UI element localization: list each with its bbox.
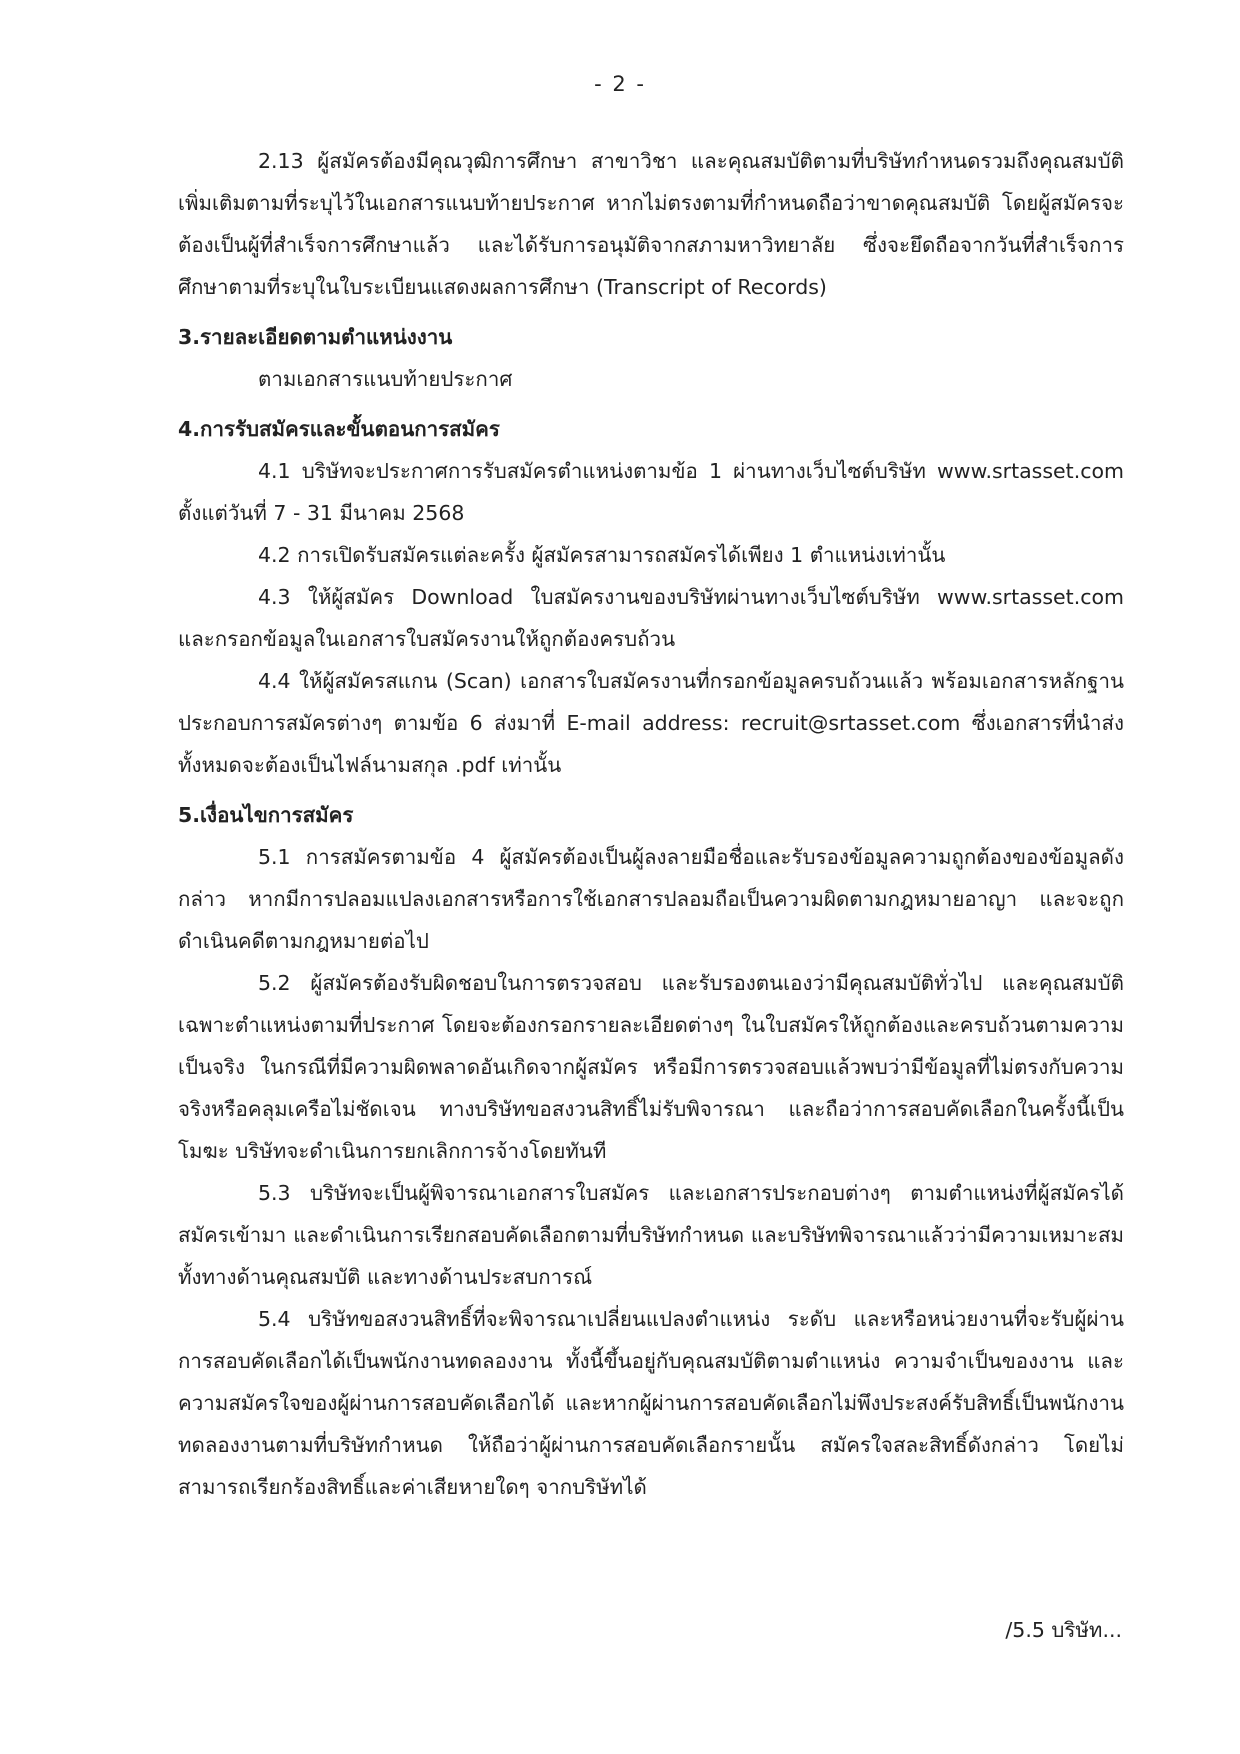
document-body <box>178 140 1124 1508</box>
clause-4-3: 4.3 ให้ผู้สมัคร Download ใบสมัครงานของบริษัทผ่านทางเว็บไซต์บริษัท www.srtasset.com และกรอกข้อมูลในเอกสารใบสมัครงานให้ถูกต้องครบถ้วน <box>178 585 1124 651</box>
clause-4-4: 4.4 ให้ผู้สมัครสแกน (Scan) เอกสารใบสมัครงานที่กรอกข้อมูลครบถ้วนแล้ว พร้อมเอกสารหลักฐานประกอบการสมัครต่างๆ ตามข้อ 6 ส่งมาที่ E-mail address: recruit@srtasset.com ซึ่งเอกสารที่นำส่งทั้งหมดจะต้องเป็นไฟล์นามสกุล .pdf เท่านั้น <box>178 669 1124 777</box>
clause-2-13: 2.13 ผู้สมัครต้องมีคุณวุฒิการศึกษา สาขาวิชา และคุณสมบัติตามที่บริษัทกำหนดรวมถึงคุณสมบัติเพิ่มเติมตามที่ระบุไว้ในเอกสารแนบท้ายประกาศ หากไม่ตรงตามที่กำหนดถือว่าขาดคุณสมบัติ โดยผู้สมัครจะต้องเป็นผู้ที่สำเร็จการศึกษาแล้ว และได้รับการอนุมัติจากสภามหาวิทยาลัย ซึ่งจะยึดถือจากวันที่สำเร็จการศึกษาตามที่ระบุในใบระเบียนแสดงผลการศึกษา (Transcript of Records) <box>178 149 1124 299</box>
clause-4-2: 4.2 การเปิดรับสมัครแต่ละครั้ง ผู้สมัครสามารถสมัครได้เพียง 1 ตำแหน่งเท่านั้น <box>258 543 946 567</box>
section-3-body: ตามเอกสารแนบท้ายประกาศ <box>258 367 513 391</box>
heading-section-3: 3.รายละเอียดตามตำแหน่งงาน <box>178 325 453 349</box>
clause-4-1: 4.1 บริษัทจะประกาศการรับสมัครตำแหน่งตามข้อ 1 ผ่านทางเว็บไซต์บริษัท www.srtasset.com ตั้งแต่วันที่ 7 - 31 มีนาคม 2568 <box>178 459 1124 525</box>
clause-5-3: 5.3 บริษัทจะเป็นผู้พิจารณาเอกสารใบสมัคร และเอกสารประกอบต่างๆ ตามตำแหน่งที่ผู้สมัครได้สมัครเข้ามา และดำเนินการเรียกสอบคัดเลือกตามที่บริษัทกำหนด และบริษัทพิจารณาแล้วว่ามีความเหมาะสมทั้งทางด้านคุณสมบัติ และทางด้านประสบการณ์ <box>178 1181 1124 1289</box>
heading-section-4: 4.การรับสมัครและขั้นตอนการสมัคร <box>178 417 500 441</box>
page-number: - 2 - <box>594 72 646 96</box>
clause-5-2: 5.2 ผู้สมัครต้องรับผิดชอบในการตรวจสอบ และรับรองตนเองว่ามีคุณสมบัติทั่วไป และคุณสมบัติเฉพาะตำแหน่งตามที่ประกาศ โดยจะต้องกรอกรายละเอียดต่างๆ ในใบสมัครให้ถูกต้องและครบถ้วนตามความเป็นจริง ในกรณีที่มีความผิดพลาดอันเกิดจากผู้สมัคร หรือมีการตรวจสอบแล้วพบว่ามีข้อมูลที่ไม่ตรงกับความจริงหรือคลุมเครือไม่ชัดเจน ทางบริษัทขอสงวนสิทธิ์ไม่รับพิจารณา และถือว่าการสอบคัดเลือกในครั้งนี้เป็นโมฆะ บริษัทจะดำเนินการยกเลิกการจ้างโดยทันที <box>178 971 1124 1163</box>
continuation-marker: /5.5 บริษัท... <box>1005 1618 1122 1642</box>
heading-section-5: 5.เงื่อนไขการสมัคร <box>178 803 354 827</box>
clause-5-4: 5.4 บริษัทขอสงวนสิทธิ์ที่จะพิจารณาเปลี่ยนแปลงตำแหน่ง ระดับ และหรือหน่วยงานที่จะรับผู้ผ่านการสอบคัดเลือกได้เป็นพนักงานทดลองงาน ทั้งนี้ขึ้นอยู่กับคุณสมบัติตามตำแหน่ง ความจำเป็นของงาน และความสมัครใจของผู้ผ่านการสอบคัดเลือกได้ และหากผู้ผ่านการสอบคัดเลือกไม่พึงประสงค์รับสิทธิ์เป็นพนักงานทดลองงานตามที่บริษัทกำหนด ให้ถือว่าผู้ผ่านการสอบคัดเลือกรายนั้น สมัครใจสละสิทธิ์ดังกล่าว โดยไม่สามารถเรียกร้องสิทธิ์และค่าเสียหายใดๆ จากบริษัทได้ <box>178 1307 1124 1499</box>
clause-5-1: 5.1 การสมัครตามข้อ 4 ผู้สมัครต้องเป็นผู้ลงลายมือชื่อและรับรองข้อมูลความถูกต้องของข้อมูลดังกล่าว หากมีการปลอมแปลงเอกสารหรือการใช้เอกสารปลอมถือเป็นความผิดตามกฎหมายอาญา และจะถูกดำเนินคดีตามกฎหมายต่อไป <box>178 845 1124 953</box>
